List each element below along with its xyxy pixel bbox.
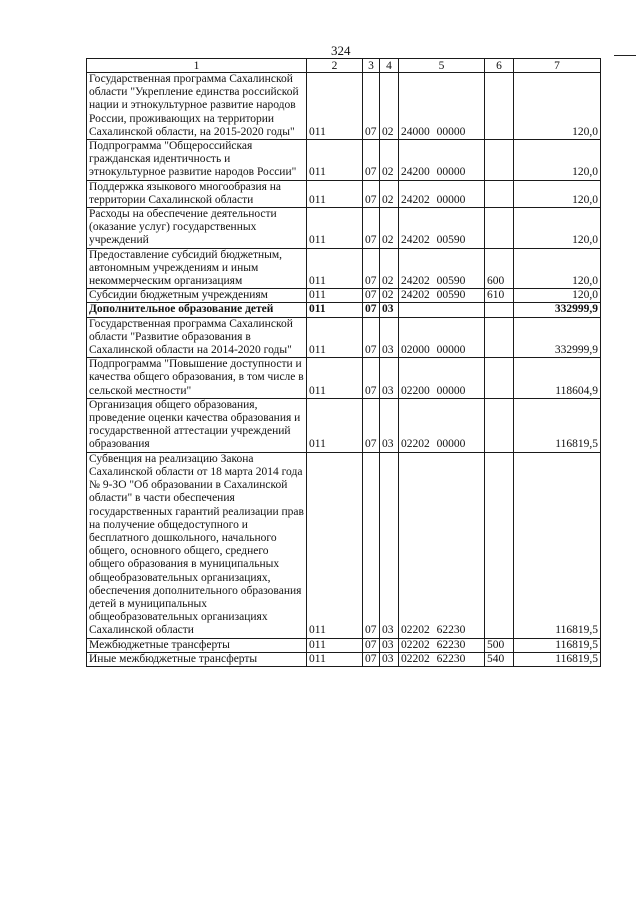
table-row: [87, 452, 601, 638]
table-row: [87, 317, 601, 358]
row-subsection-code: 02: [380, 208, 399, 249]
row-ministry-code: 011: [307, 452, 363, 638]
row-name: Предоставление субсидий бюджетным, автономным учреждениям и иным некоммерческим организациям: [87, 248, 307, 289]
row-target-article: 24202 00590: [399, 208, 485, 249]
row-target-article: 02202 62230: [399, 652, 485, 666]
row-ministry-code: 011: [307, 180, 363, 207]
row-expense-type: [485, 317, 514, 358]
row-ministry-code: 011: [307, 289, 363, 303]
row-amount: 120,0: [514, 180, 601, 207]
table-row: [87, 303, 601, 317]
budget-table: [86, 58, 601, 667]
row-ministry-code: 011: [307, 358, 363, 399]
row-expense-type: [485, 398, 514, 452]
row-subsection-code: 02: [380, 248, 399, 289]
row-amount: 120,0: [514, 140, 601, 181]
row-section-code: 07: [363, 398, 380, 452]
row-expense-type: 540: [485, 652, 514, 666]
row-expense-type: 600: [485, 248, 514, 289]
row-amount: 116819,5: [514, 452, 601, 638]
row-section-code: 07: [363, 452, 380, 638]
row-amount: 116819,5: [514, 398, 601, 452]
row-subsection-code: 03: [380, 303, 399, 317]
row-amount: 116819,5: [514, 638, 601, 652]
row-section-code: 07: [363, 358, 380, 399]
row-ministry-code: 011: [307, 638, 363, 652]
row-expense-type: [485, 452, 514, 638]
row-target-article: 24000 00000: [399, 73, 485, 140]
row-name: Иные межбюджетные трансферты: [87, 652, 307, 666]
row-target-article: 24202 00590: [399, 248, 485, 289]
table-row: [87, 180, 601, 207]
row-name: Дополнительное образование детей: [87, 303, 307, 317]
scan-mark: [614, 55, 636, 56]
row-name: Поддержка языкового многообразия на территории Сахалинской области: [87, 180, 307, 207]
table-row: [87, 638, 601, 652]
row-section-code: 07: [363, 652, 380, 666]
column-header: 5: [399, 59, 485, 73]
row-name: Подпрограмма "Общероссийская гражданская идентичность и этнокультурное развитие народов России": [87, 140, 307, 181]
row-section-code: 07: [363, 73, 380, 140]
row-ministry-code: 011: [307, 73, 363, 140]
row-ministry-code: 011: [307, 303, 363, 317]
row-section-code: 07: [363, 638, 380, 652]
row-section-code: 07: [363, 289, 380, 303]
table-row: [87, 289, 601, 303]
table-row: [87, 398, 601, 452]
row-target-article: 24202 00590: [399, 289, 485, 303]
table-row: [87, 140, 601, 181]
row-name: Подпрограмма "Повышение доступности и качества общего образования, в том числе в сельской местности": [87, 358, 307, 399]
row-name: Межбюджетные трансферты: [87, 638, 307, 652]
row-target-article: 24202 00000: [399, 180, 485, 207]
row-amount: 120,0: [514, 289, 601, 303]
row-section-code: 07: [363, 180, 380, 207]
table-row: [87, 208, 601, 249]
row-expense-type: [485, 303, 514, 317]
row-ministry-code: 011: [307, 317, 363, 358]
row-subsection-code: 03: [380, 638, 399, 652]
row-subsection-code: 03: [380, 652, 399, 666]
row-subsection-code: 03: [380, 317, 399, 358]
row-subsection-code: 02: [380, 140, 399, 181]
row-target-article: [399, 303, 485, 317]
row-subsection-code: 02: [380, 180, 399, 207]
column-header: 7: [514, 59, 601, 73]
row-name: Организация общего образования, проведение оценки качества образования и государственной аттестации учреждений образования: [87, 398, 307, 452]
row-name: Государственная программа Сахалинской области "Укрепление единства российской нации и этнокультурное развитие народов России, проживающих на территории Сахалинской области, на 2015-2020 годы": [87, 73, 307, 140]
row-name: Субвенция на реализацию Закона Сахалинской области от 18 марта 2014 года № 9-ЗО "Об образовании в Сахалинской области" в части обеспечения государственных гарантий реализации прав на получение общедоступного и бесплатного дошкольного, начального общего, основного общего, среднего общего образования в муниципальных общеобразовательных организациях, обеспечения дополнительного образования детей в муниципальных общеобразовательных организациях Сахалинской области: [87, 452, 307, 638]
row-section-code: 07: [363, 248, 380, 289]
row-subsection-code: 03: [380, 398, 399, 452]
page-number: 324: [331, 43, 351, 58]
column-header: 1: [87, 59, 307, 73]
row-expense-type: [485, 358, 514, 399]
row-name: Субсидии бюджетным учреждениям: [87, 289, 307, 303]
row-subsection-code: 03: [380, 358, 399, 399]
row-name: Государственная программа Сахалинской области "Развитие образования в Сахалинской области на 2014-2020 годы": [87, 317, 307, 358]
row-ministry-code: 011: [307, 398, 363, 452]
row-target-article: 24200 00000: [399, 140, 485, 181]
row-target-article: 02000 00000: [399, 317, 485, 358]
row-expense-type: [485, 140, 514, 181]
row-amount: 120,0: [514, 208, 601, 249]
row-target-article: 02200 00000: [399, 358, 485, 399]
row-expense-type: 610: [485, 289, 514, 303]
row-amount: 116819,5: [514, 652, 601, 666]
row-amount: 332999,9: [514, 317, 601, 358]
row-section-code: 07: [363, 303, 380, 317]
row-target-article: 02202 62230: [399, 452, 485, 638]
row-section-code: 07: [363, 208, 380, 249]
row-subsection-code: 02: [380, 73, 399, 140]
row-expense-type: [485, 73, 514, 140]
row-ministry-code: 011: [307, 140, 363, 181]
row-ministry-code: 011: [307, 652, 363, 666]
row-ministry-code: 011: [307, 208, 363, 249]
column-header: 2: [307, 59, 363, 73]
row-section-code: 07: [363, 140, 380, 181]
row-expense-type: [485, 208, 514, 249]
row-target-article: 02202 62230: [399, 638, 485, 652]
table-header-row: [87, 59, 601, 73]
row-amount: 332999,9: [514, 303, 601, 317]
row-amount: 120,0: [514, 248, 601, 289]
row-section-code: 07: [363, 317, 380, 358]
table-row: [87, 358, 601, 399]
row-expense-type: [485, 180, 514, 207]
row-amount: 120,0: [514, 73, 601, 140]
row-ministry-code: 011: [307, 248, 363, 289]
row-name: Расходы на обеспечение деятельности (оказание услуг) государственных учреждений: [87, 208, 307, 249]
row-target-article: 02202 00000: [399, 398, 485, 452]
row-subsection-code: 02: [380, 289, 399, 303]
column-header: 6: [485, 59, 514, 73]
column-header: 4: [380, 59, 399, 73]
row-subsection-code: 03: [380, 452, 399, 638]
row-amount: 118604,9: [514, 358, 601, 399]
row-expense-type: 500: [485, 638, 514, 652]
table-row: [87, 248, 601, 289]
table-row: [87, 73, 601, 140]
column-header: 3: [363, 59, 380, 73]
table-row: [87, 652, 601, 666]
